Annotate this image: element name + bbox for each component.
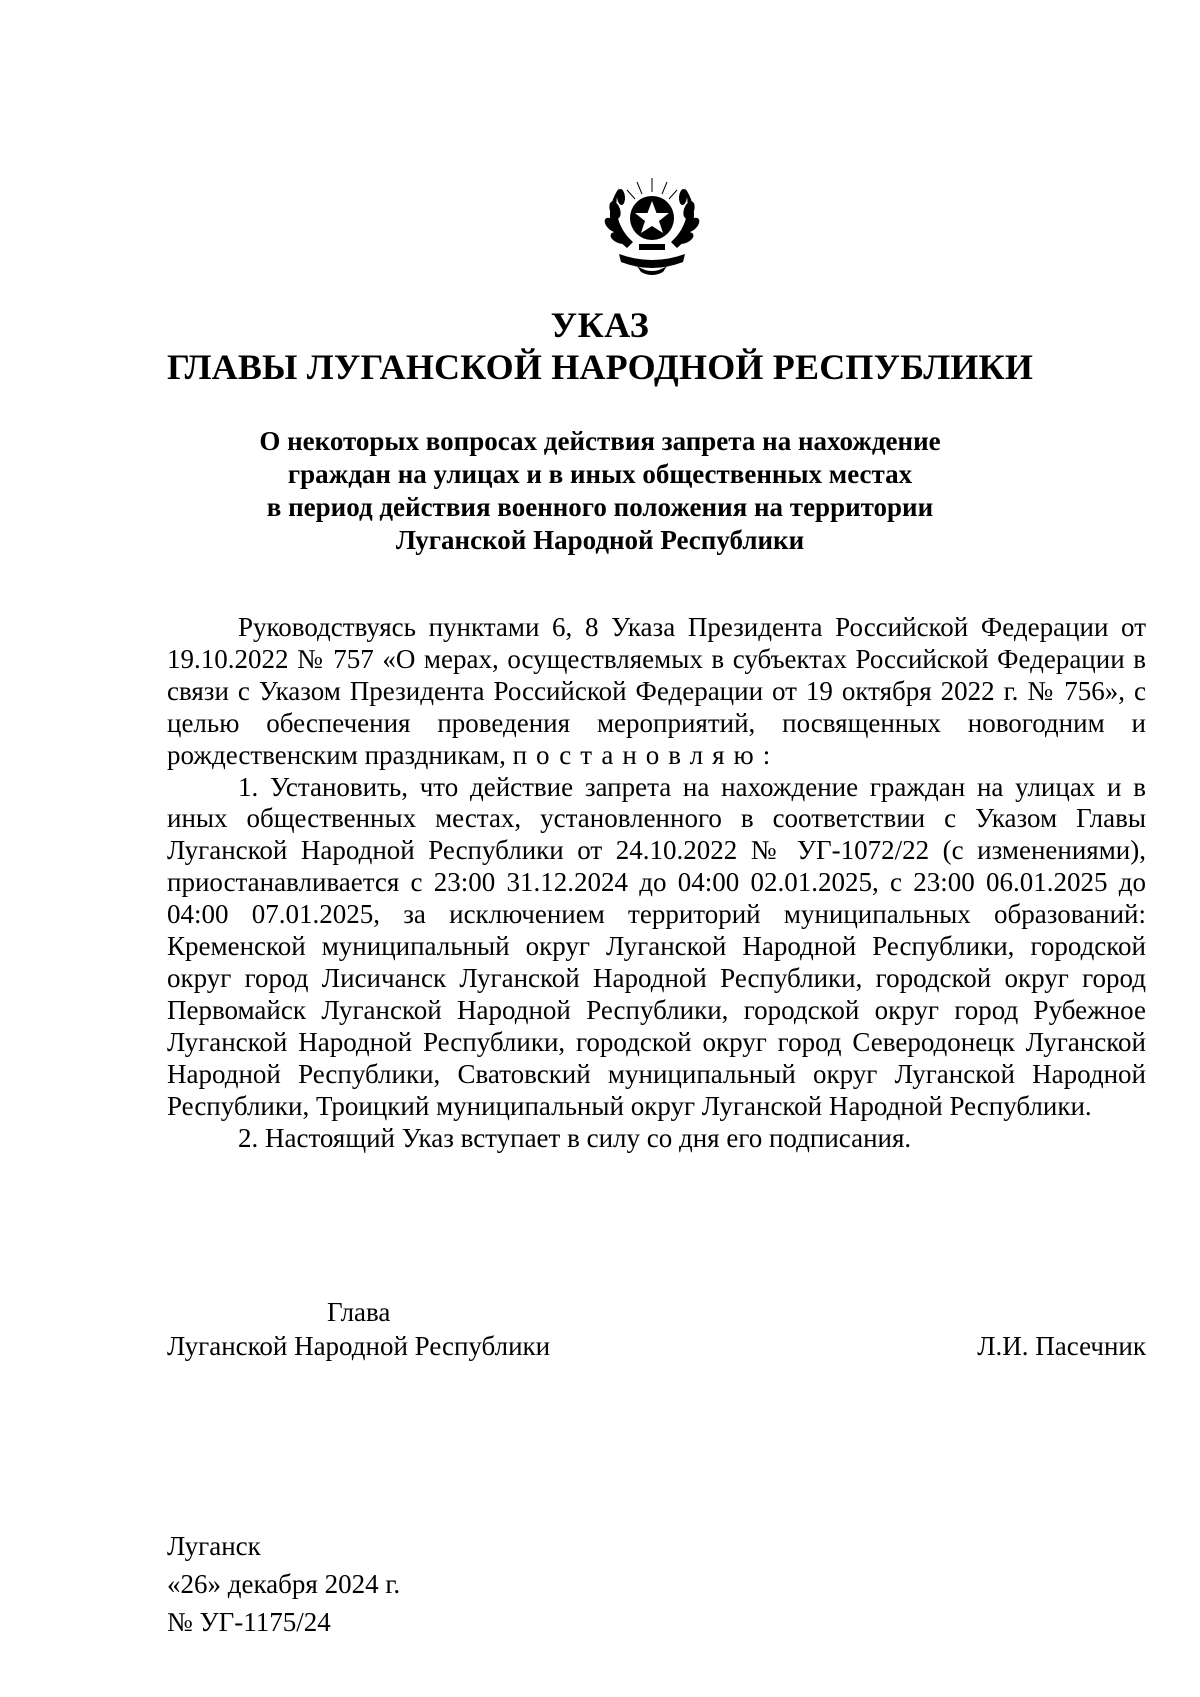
item-2-paragraph: 2. Настоящий Указ вступает в силу со дня его подписания. [238, 1122, 912, 1153]
title-line-ukaz: УКАЗ [550, 305, 650, 345]
document-title [0, 305, 1200, 389]
item-1-paragraph: 1. Установить, что действие запрета на нахождение граждан на улицах и в иных общественных местах, установленного в соответствии с Указом Главы Луганской Народной Республики от 24.10.2022 № УГ-1072/22 (с изменениями), приостанавливается с 23:00 31.12.2024 до 04:00 02.01.2025, с 23:00 06.01.2025 до 04:00 07.01.2025, за исключением территорий муниципальных образований: Кременской муниципальный округ Луганской Народной Республики, городской округ город Лисичанск Луганской Народной Республики, городской округ город Первомайск Луганской Народной Республики, городской округ город Рубежное Луганской Народной Республики, городской округ город Северодонецк Луганской Народной Республики, Сватовский муниципальный округ Луганской Народной Республики, Троицкий муниципальный округ Луганской Народной Республики. [167, 771, 1146, 1121]
subject-line: О некоторых вопросах действия запрета на нахождение [259, 426, 941, 456]
signatory-position-org: Луганской Народной Республики [167, 1331, 551, 1361]
signatory-name: Л.И. Пасечник [977, 1331, 1146, 1361]
decree-word: постановляю: [512, 739, 780, 770]
signatory-position-title: Глава [327, 1297, 391, 1327]
document-subject [0, 425, 1200, 557]
title-line-issuer: ГЛАВЫ ЛУГАНСКОЙ НАРОДНОЙ РЕСПУБЛИКИ [166, 347, 1034, 387]
subject-line: в период действия военного положения на территории [266, 492, 934, 522]
subject-line: Луганской Народной Республики [395, 525, 805, 555]
document-body [167, 612, 1146, 1154]
coat-of-arms-icon [597, 170, 707, 280]
document-number: № УГ-1175/24 [167, 1607, 331, 1637]
preamble-paragraph [167, 612, 1146, 772]
preamble-text: Руководствуясь пунктами 6, 8 Указа Президента Российской Федерации от 19.10.2022 № 757 «О мерах, осуществляемых в субъектах Российской Федерации в связи с Указом Президента Российской Федерации от 19 октября 2022 г. № 756», с целью обеспечения проведения мероприятий, посвященных новогодним и рождественским праздникам, [167, 612, 1146, 770]
issue-date: «26» декабря 2024 г. [167, 1569, 401, 1599]
document-footer [167, 1527, 400, 1641]
signature-block [167, 1295, 1146, 1363]
issue-city: Луганск [167, 1531, 261, 1561]
subject-line: граждан на улицах и в иных общественных местах [287, 459, 913, 489]
